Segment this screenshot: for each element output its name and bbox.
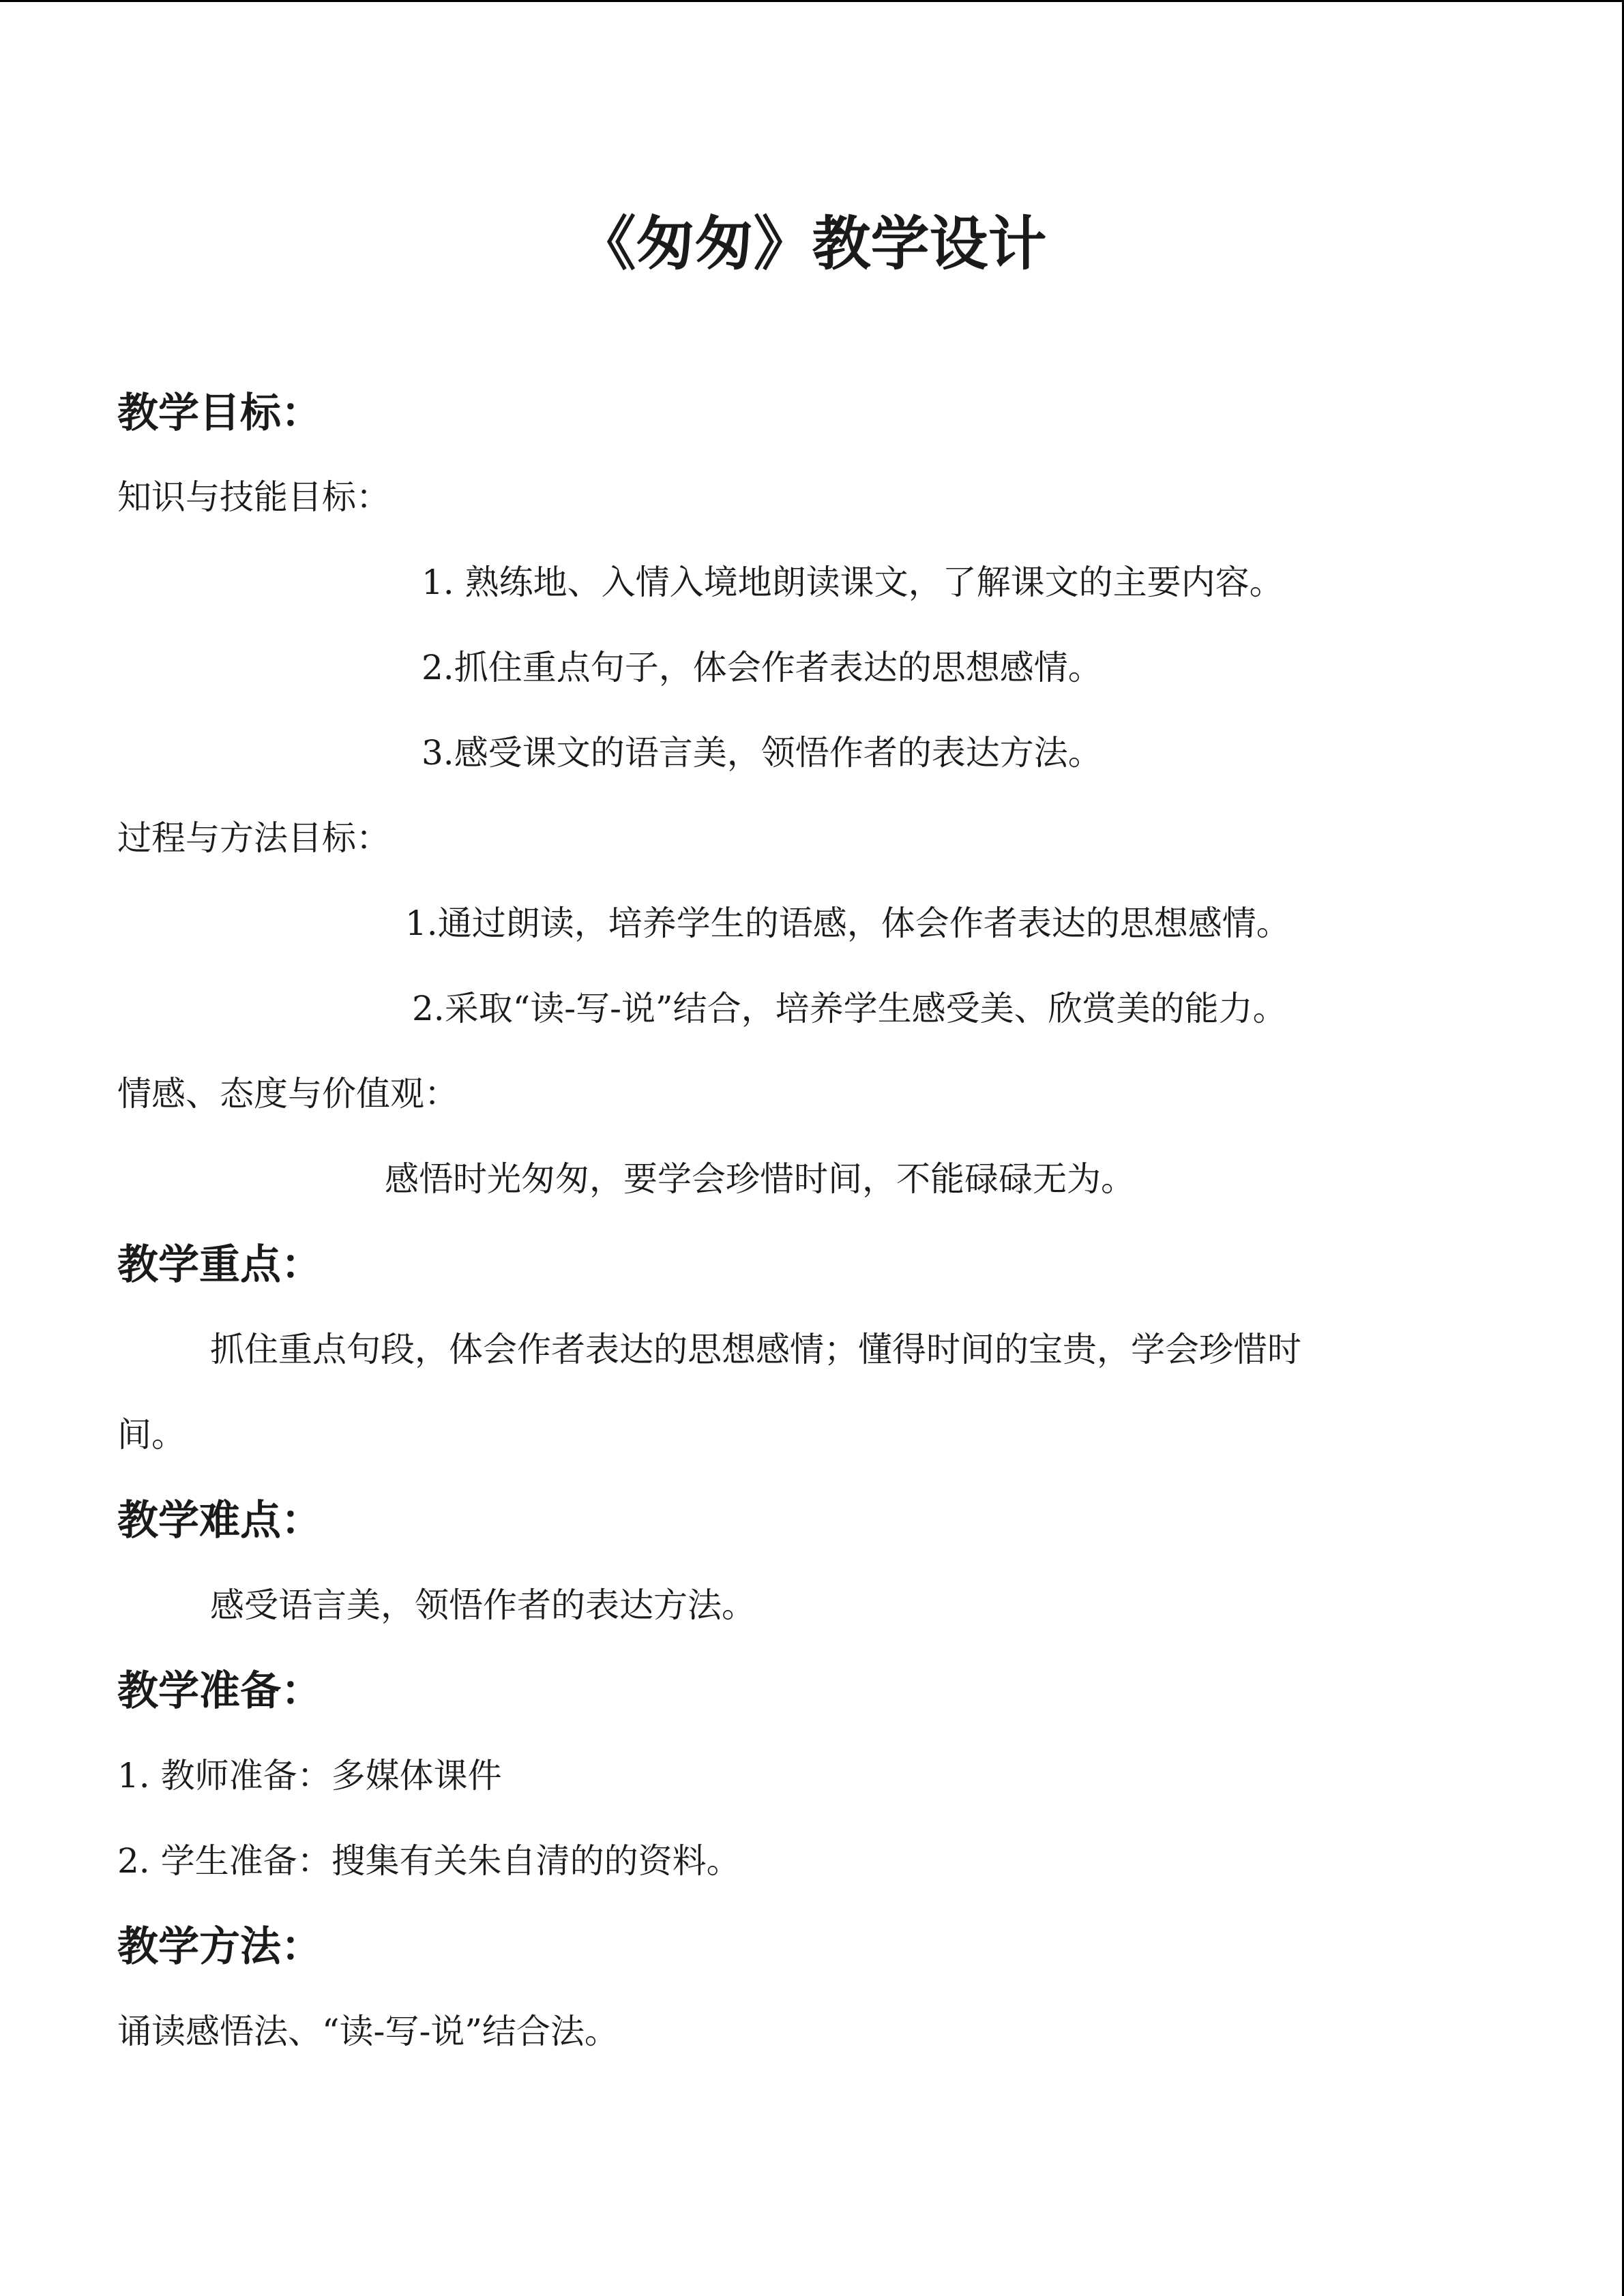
knowledge-objectives-label: 知识与技能目标：	[117, 477, 390, 517]
preparation-item-student: 2. 学生准备：搜集有关朱自清的的资料。	[117, 1841, 741, 1881]
methods-heading: 教学方法：	[117, 1923, 322, 1971]
preparation-heading: 教学准备：	[117, 1667, 322, 1715]
knowledge-objective-item-3: 3.感受课文的语言美，领悟作者的表达方法。	[422, 733, 1102, 773]
key-points-text-line-1: 抓住重点句段，体会作者表达的思想感情；懂得时间的宝贵，学会珍惜时	[210, 1330, 1301, 1369]
knowledge-objective-item-2: 2.抓住重点句子，体会作者表达的思想感情。	[422, 648, 1102, 687]
process-objectives-label: 过程与方法目标：	[117, 818, 390, 858]
knowledge-objective-item-1: 1. 熟练地、入情入境地朗读课文，了解课文的主要内容。	[422, 563, 1284, 602]
values-objective-text: 感悟时光匆匆，要学会珍惜时间，不能碌碌无为。	[385, 1159, 1135, 1199]
values-objectives-label: 情感、态度与价值观：	[117, 1074, 458, 1114]
document-title: 《匆匆》教学设计	[577, 210, 1047, 278]
key-points-heading: 教学重点：	[117, 1241, 322, 1289]
key-points-text-line-2: 间。	[117, 1415, 186, 1455]
process-objective-item-2: 2.采取“读-写-说”结合，培养学生感受美、欣赏美的能力。	[412, 989, 1287, 1028]
preparation-item-teacher: 1. 教师准备：多媒体课件	[117, 1756, 502, 1795]
process-objective-item-1: 1.通过朗读，培养学生的语感，体会作者表达的思想感情。	[405, 904, 1290, 943]
difficulties-heading: 教学难点：	[117, 1497, 322, 1545]
methods-text: 诵读感悟法、“读-写-说”结合法。	[117, 2012, 619, 2051]
objectives-heading: 教学目标：	[117, 389, 322, 437]
difficulties-text: 感受语言美，领悟作者的表达方法。	[210, 1585, 756, 1625]
